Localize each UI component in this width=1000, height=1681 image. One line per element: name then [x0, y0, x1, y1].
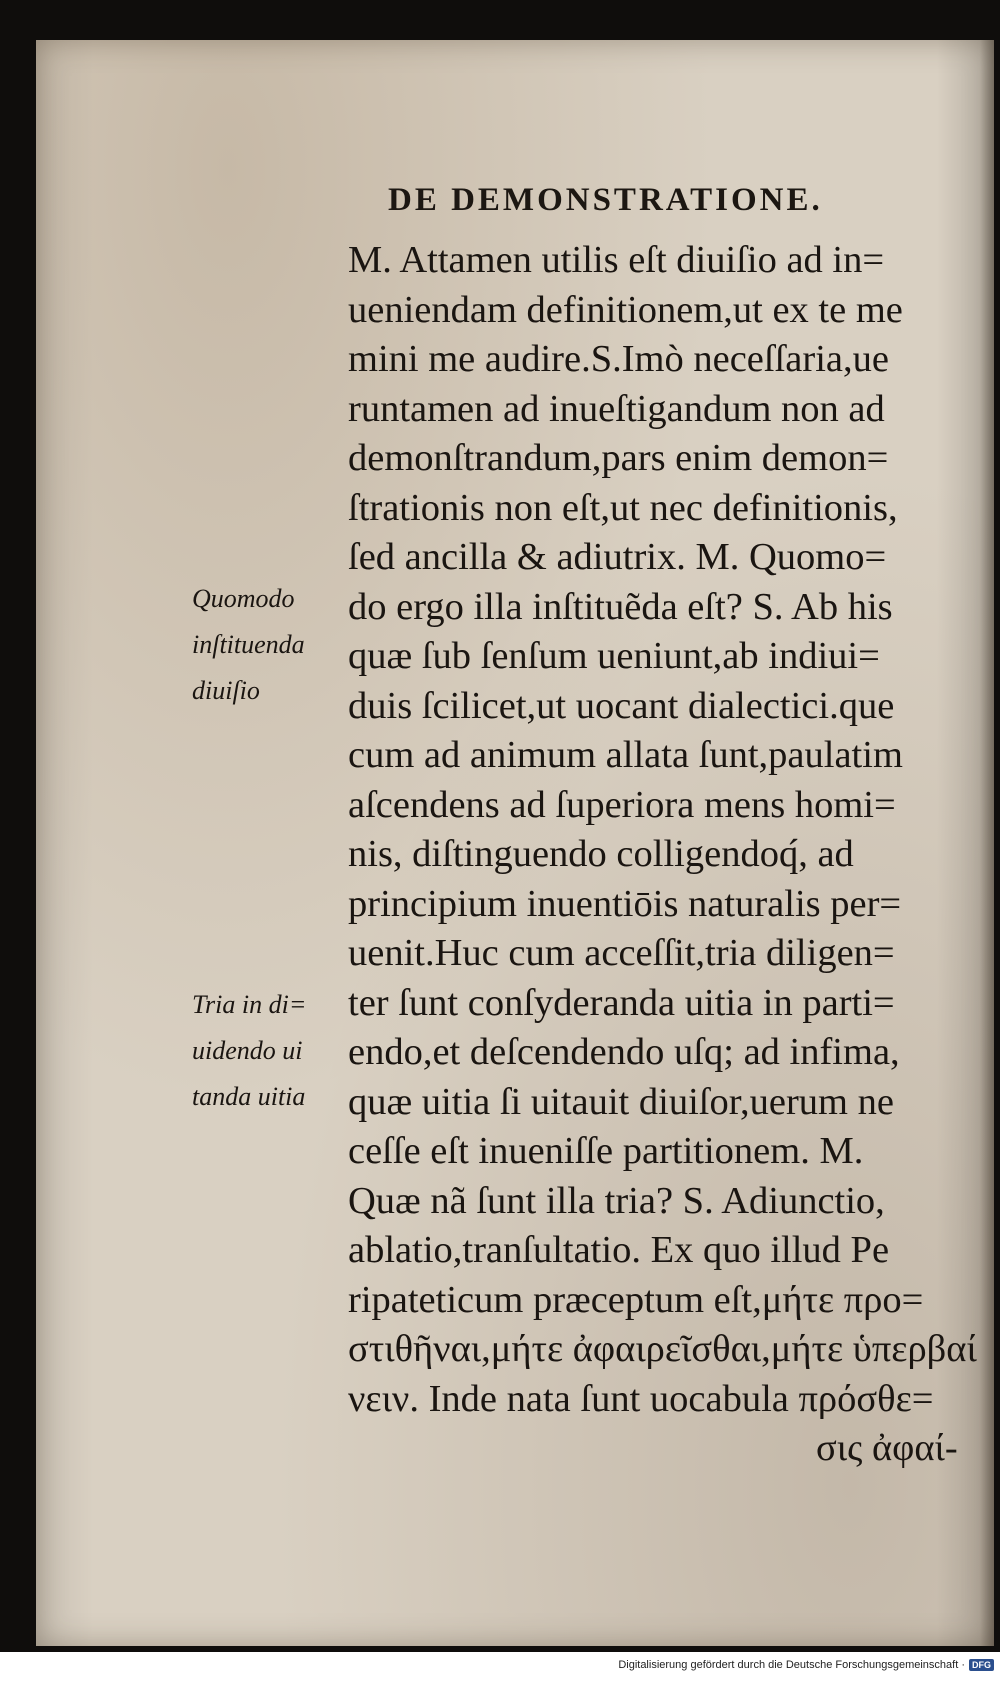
- margin-note-tria: [192, 982, 342, 1120]
- body-text: [348, 236, 1000, 1474]
- running-head: DE DEMONSTRATIONE.: [388, 182, 823, 218]
- margin-note-line: Tria in di=: [192, 990, 307, 1019]
- text-line: mini me audire.S.Imò neceſſaria,ue: [348, 338, 889, 380]
- text-line: uenit.Huc cum acceſſit,tria diligen=: [348, 932, 895, 974]
- text-line: nis, diſtinguendo colligendoq́, ad: [348, 833, 854, 875]
- dfg-logo: DFG: [969, 1659, 994, 1671]
- text-line: ablatio,tranſultatio. Ex quo illud Pe: [348, 1229, 890, 1271]
- text-line: ueniendam definitionem,ut ex te me: [348, 288, 903, 331]
- digitization-credit: [618, 1659, 994, 1671]
- margin-note-line: tanda uitia: [192, 1082, 306, 1111]
- margin-note-line: uidendo ui: [192, 1036, 303, 1065]
- text-line: στιθῆναι,μήτε ἀφαιρεῖσθαι,μήτε ὑπερβαί: [348, 1328, 977, 1370]
- text-line: endo,et deſcendendo uſq; ad infima,: [348, 1031, 900, 1073]
- text-line: M. Attamen utilis eſt diuiſio ad in=: [348, 239, 885, 281]
- text-line: demonſtrandum,pars enim demon=: [348, 437, 889, 479]
- text-line: ſed ancilla & adiutrix. M. Quomo=: [348, 536, 887, 578]
- margin-note-line: Quomodo: [192, 584, 295, 613]
- credit-text: Digitalisierung gefördert durch die Deutsche Forschungsgemeinschaft ·: [618, 1659, 965, 1671]
- text-line: Quæ nã ſunt illa tria? S. Adiunctio,: [348, 1179, 885, 1222]
- text-line: ripateticum præceptum eſt,μήτε προ=: [348, 1278, 924, 1321]
- text-line: aſcendens ad ſuperiora mens homi=: [348, 783, 896, 826]
- text-line: ter ſunt conſyderanda uitia in parti=: [348, 981, 895, 1024]
- text-line: cum ad animum allata ſunt,paulatim: [348, 734, 903, 776]
- text-line: quæ ſub ſenſum ueniunt,ab indiui=: [348, 635, 880, 677]
- margin-note-line: inſtituenda: [192, 630, 305, 659]
- text-line: quæ uitia ſi uitauit diuiſor,uerum ne: [348, 1080, 894, 1123]
- text-line: do ergo illa inſtituẽda eſt? S. Ab his: [348, 585, 893, 628]
- text-line: runtamen ad inueſtigandum non ad: [348, 387, 885, 430]
- book-page: [36, 40, 994, 1646]
- text-line: ceſſe eſt inueniſſe partitionem. M.: [348, 1130, 864, 1172]
- text-line: νειν. Inde nata ſunt uocabula πρόσθε=: [348, 1377, 934, 1420]
- text-line: duis ſcilicet,ut uocant dialectici.que: [348, 684, 895, 727]
- margin-note-quomodo: [192, 576, 342, 714]
- text-line: principium inuentiōis naturalis per=: [348, 882, 902, 925]
- text-line: σις ἀφαί-: [816, 1427, 958, 1469]
- margin-note-line: diuiſio: [192, 676, 260, 705]
- text-line: ſtrationis non eſt,ut nec definitionis,: [348, 486, 898, 529]
